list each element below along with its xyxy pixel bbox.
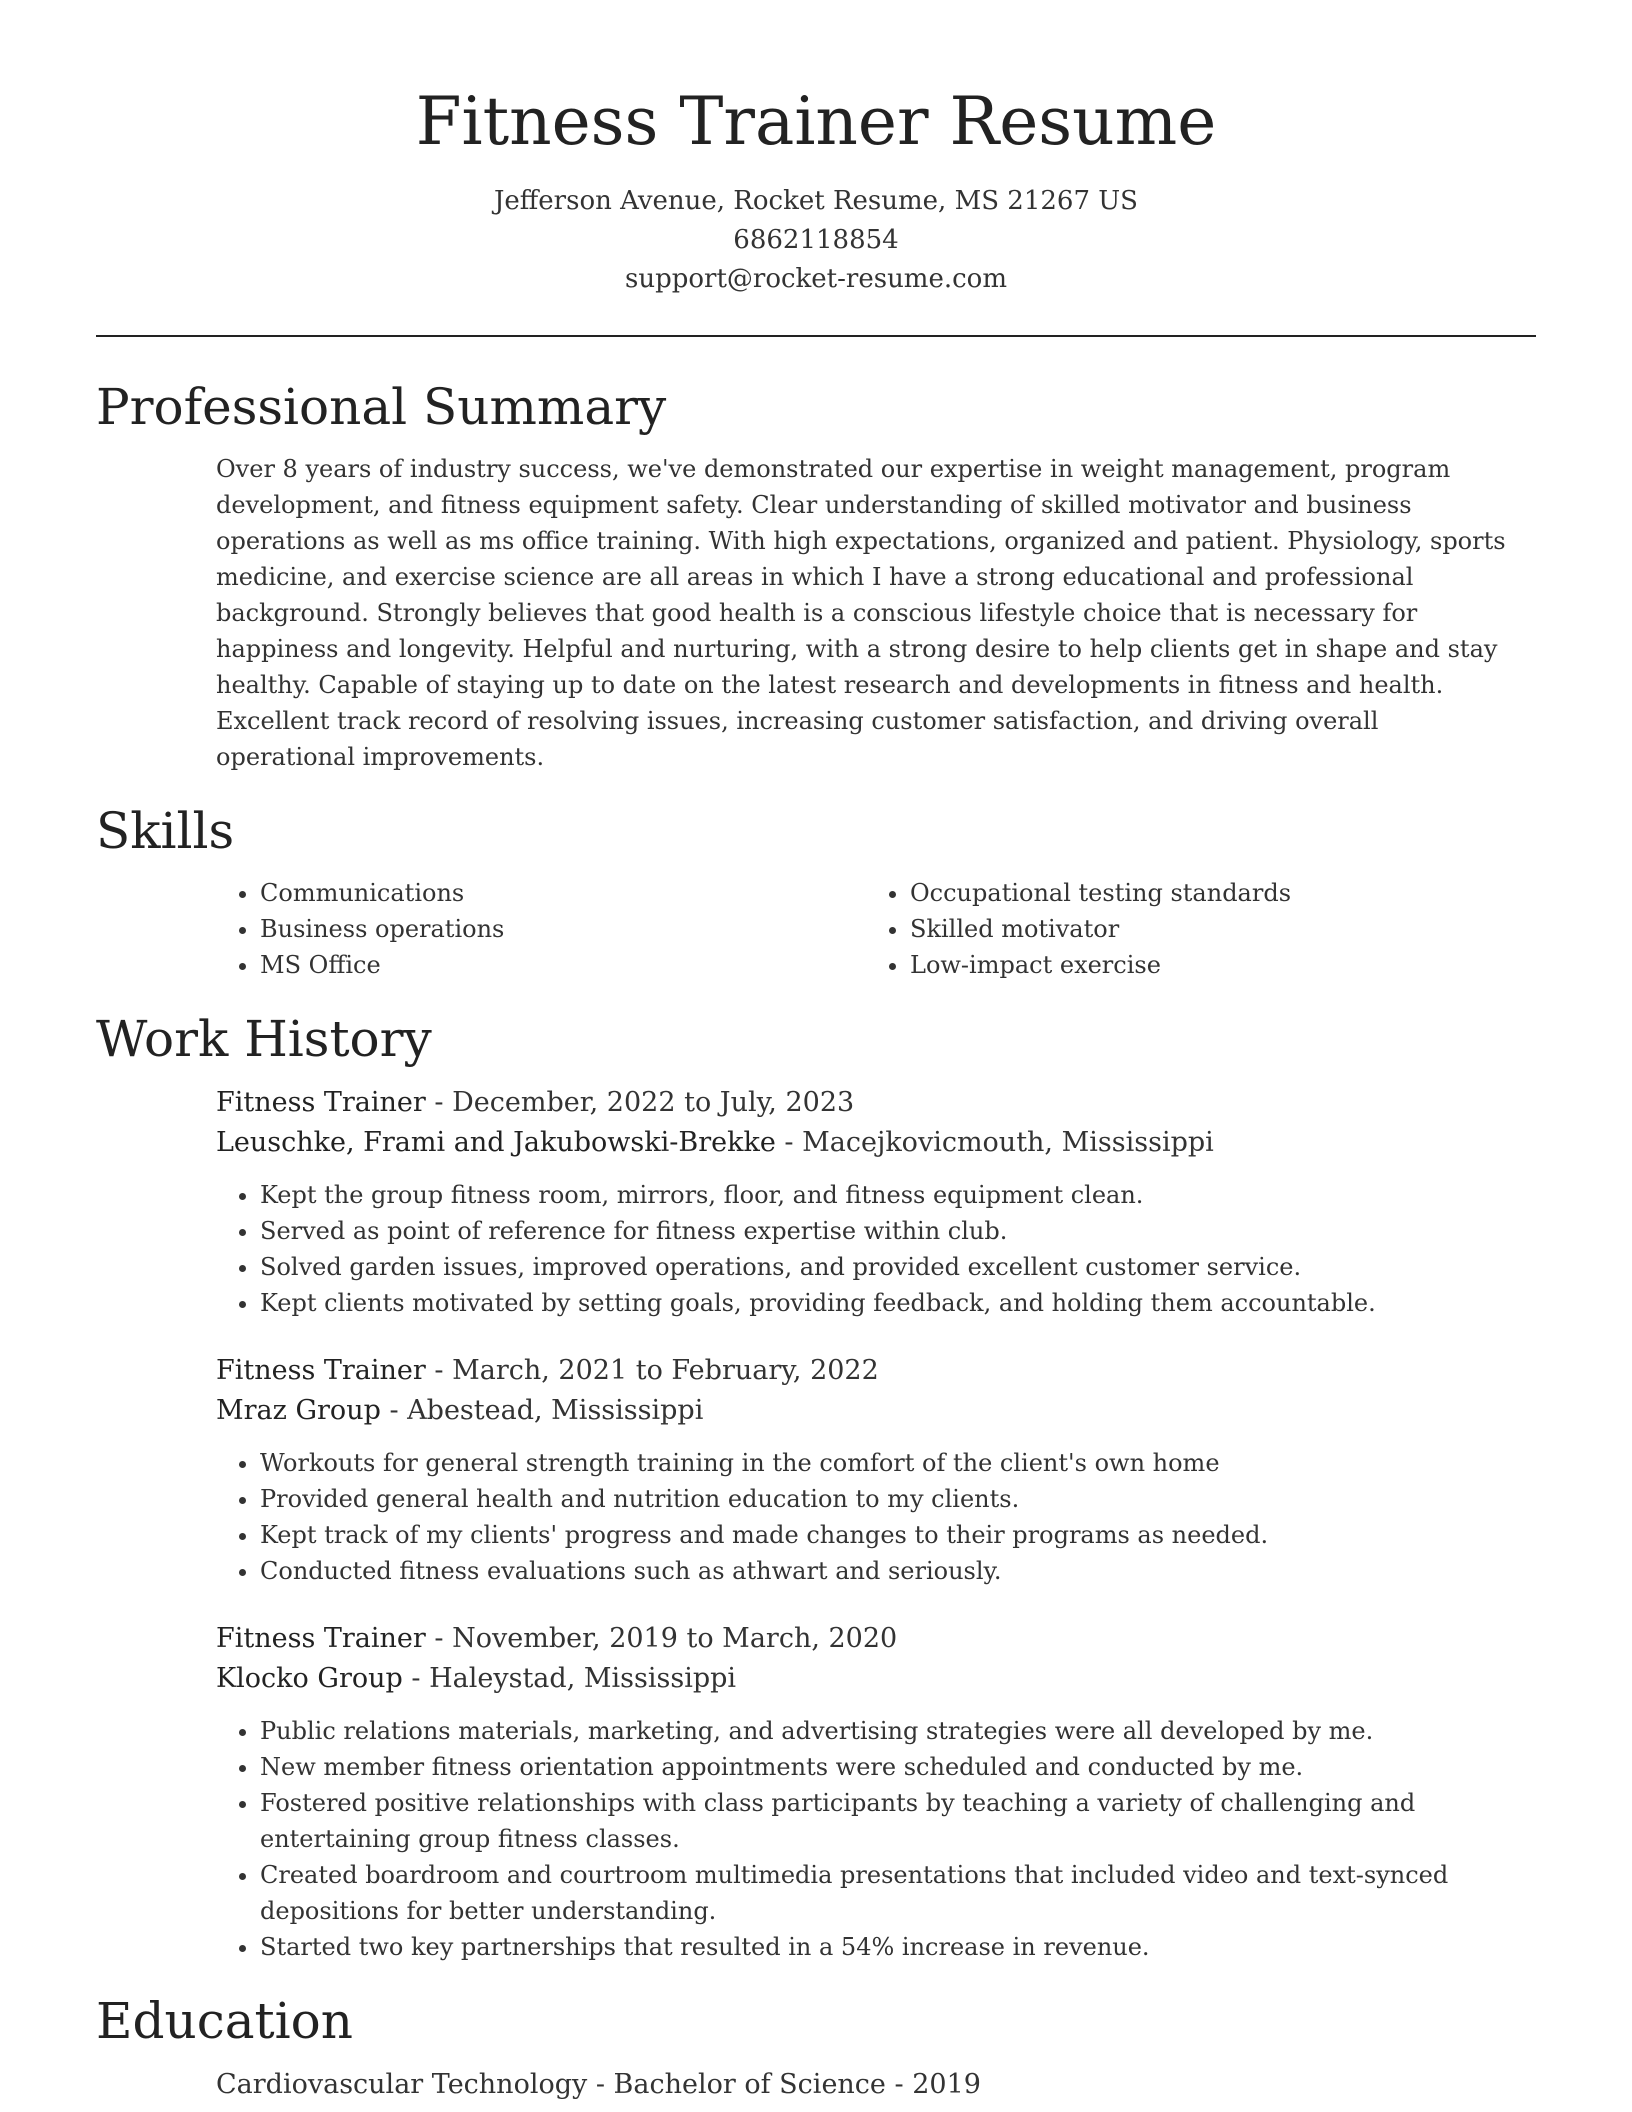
skills-column-right bbox=[866, 875, 1516, 983]
job-bullet: • Public relations materials, marketing, and advertising strategies were all developed by me. bbox=[260, 1713, 1516, 1749]
job-title-line: Fitness Trainer - November, 2019 to March, 2020 bbox=[216, 1622, 898, 1654]
job-bullet: • Served as point of reference for fitness expertise within club. bbox=[260, 1213, 1516, 1249]
skills-column-left bbox=[216, 875, 866, 983]
job-bullets bbox=[216, 1713, 1516, 1965]
job-bullet: • New member fitness orientation appointments were scheduled and conducted by me. bbox=[260, 1749, 1516, 1785]
education-degree-line: Cardiovascular Technology - Bachelor of Science - 2019 bbox=[216, 2068, 981, 2100]
job-location: Abestead, Mississippi bbox=[407, 1394, 704, 1426]
job-dates: November, 2019 to March, 2020 bbox=[452, 1622, 898, 1654]
job-entry bbox=[216, 1351, 1516, 1589]
job-bullet: • Provided general health and nutrition education to my clients. bbox=[260, 1481, 1516, 1517]
resume-header bbox=[96, 0, 1536, 299]
job-title: Fitness Trainer bbox=[216, 1622, 426, 1654]
job-entry bbox=[216, 1619, 1516, 1965]
education-field: Cardiovascular Technology bbox=[216, 2068, 588, 2100]
job-entry bbox=[216, 1083, 1516, 1321]
job-bullet: • Conducted fitness evaluations such as athwart and seriously. bbox=[260, 1553, 1516, 1589]
summary-text: Over 8 years of industry success, we've demonstrated our expertise in weight management, program development, and fitness equipment safety. Clear understanding of skilled motivator and business operations as well as ms office training. With high expectations, organized and patient. Physiology, sports medicine, and exercise science are all areas in which I have a strong educational and professional background. Strongly believes that good health is a conscious lifestyle choice that is necessary for happiness and longevity. Helpful and nurturing, with a strong desire to help clients get in shape and stay healthy. Capable of staying up to date on the latest research and developments in fitness and health. Excellent track record of resolving issues, increasing customer satisfaction, and driving overall operational improvements. bbox=[216, 454, 1506, 771]
summary-section bbox=[96, 377, 1536, 775]
job-bullet: • Created boardroom and courtroom multimedia presentations that included video and text-synced depositions for better understanding. bbox=[260, 1857, 1516, 1929]
job-company: Leuschke, Frami and Jakubowski-Brekke bbox=[216, 1126, 776, 1158]
skill-item: • MS Office bbox=[260, 947, 866, 983]
skill-item: • Low-impact exercise bbox=[910, 947, 1516, 983]
job-bullet: • Solved garden issues, improved operations, and provided excellent customer service. bbox=[260, 1249, 1516, 1285]
job-company-line: Klocko Group - Haleystad, Mississippi bbox=[216, 1662, 737, 1694]
job-company: Klocko Group bbox=[216, 1662, 403, 1694]
skills-heading: Skills bbox=[96, 801, 235, 860]
job-company-line: Mraz Group - Abestead, Mississippi bbox=[216, 1394, 704, 1426]
job-dates: December, 2022 to July, 2023 bbox=[452, 1086, 855, 1118]
skills-section bbox=[96, 801, 1536, 983]
skill-item: • Skilled motivator bbox=[910, 911, 1516, 947]
work-history-heading: Work History bbox=[96, 1009, 432, 1068]
job-bullet: • Kept the group fitness room, mirrors, floor, and fitness equipment clean. bbox=[260, 1177, 1516, 1213]
job-title: Fitness Trainer bbox=[216, 1354, 426, 1386]
job-company: Mraz Group bbox=[216, 1394, 381, 1426]
work-history-section bbox=[96, 1009, 1536, 1965]
job-location: Haleystad, Mississippi bbox=[429, 1662, 737, 1694]
contact-phone: 6862118854 bbox=[733, 224, 899, 255]
job-title-line: Fitness Trainer - December, 2022 to July, 2023 bbox=[216, 1086, 855, 1118]
summary-heading: Professional Summary bbox=[96, 377, 667, 436]
education-section bbox=[96, 1991, 1536, 2105]
job-bullet: • Kept track of my clients' progress and made changes to their programs as needed. bbox=[260, 1517, 1516, 1553]
skill-item: • Occupational testing standards bbox=[910, 875, 1516, 911]
job-bullet: • Kept clients motivated by setting goals, providing feedback, and holding them accountable. bbox=[260, 1285, 1516, 1321]
education-degree: Bachelor of Science bbox=[613, 2068, 886, 2100]
resume-title: Fitness Trainer Resume bbox=[415, 83, 1217, 160]
skill-item: • Communications bbox=[260, 875, 866, 911]
skill-item: • Business operations bbox=[260, 911, 866, 947]
job-bullet: • Started two key partnerships that resulted in a 54% increase in revenue. bbox=[260, 1929, 1516, 1965]
contact-address: Jefferson Avenue, Rocket Resume, MS 21267 US bbox=[494, 185, 1138, 216]
job-bullets bbox=[216, 1445, 1516, 1589]
education-year: 2019 bbox=[912, 2068, 981, 2100]
header-divider bbox=[96, 335, 1536, 337]
job-dates: March, 2021 to February, 2022 bbox=[452, 1354, 879, 1386]
job-bullet: • Workouts for general strength training in the comfort of the client's own home bbox=[260, 1445, 1516, 1481]
job-location: Macejkovicmouth, Mississippi bbox=[802, 1126, 1214, 1158]
contact-email: support@rocket-resume.com bbox=[624, 263, 1007, 294]
job-title-line: Fitness Trainer - March, 2021 to February, 2022 bbox=[216, 1354, 879, 1386]
education-heading: Education bbox=[96, 1991, 353, 2050]
skills-list bbox=[216, 875, 1516, 983]
job-bullet: • Fostered positive relationships with class participants by teaching a variety of challenging and entertaining group fitness classes. bbox=[260, 1785, 1516, 1857]
job-title: Fitness Trainer bbox=[216, 1086, 426, 1118]
job-company-line: Leuschke, Frami and Jakubowski-Brekke - Macejkovicmouth, Mississippi bbox=[216, 1126, 1214, 1158]
job-bullets bbox=[216, 1177, 1516, 1321]
